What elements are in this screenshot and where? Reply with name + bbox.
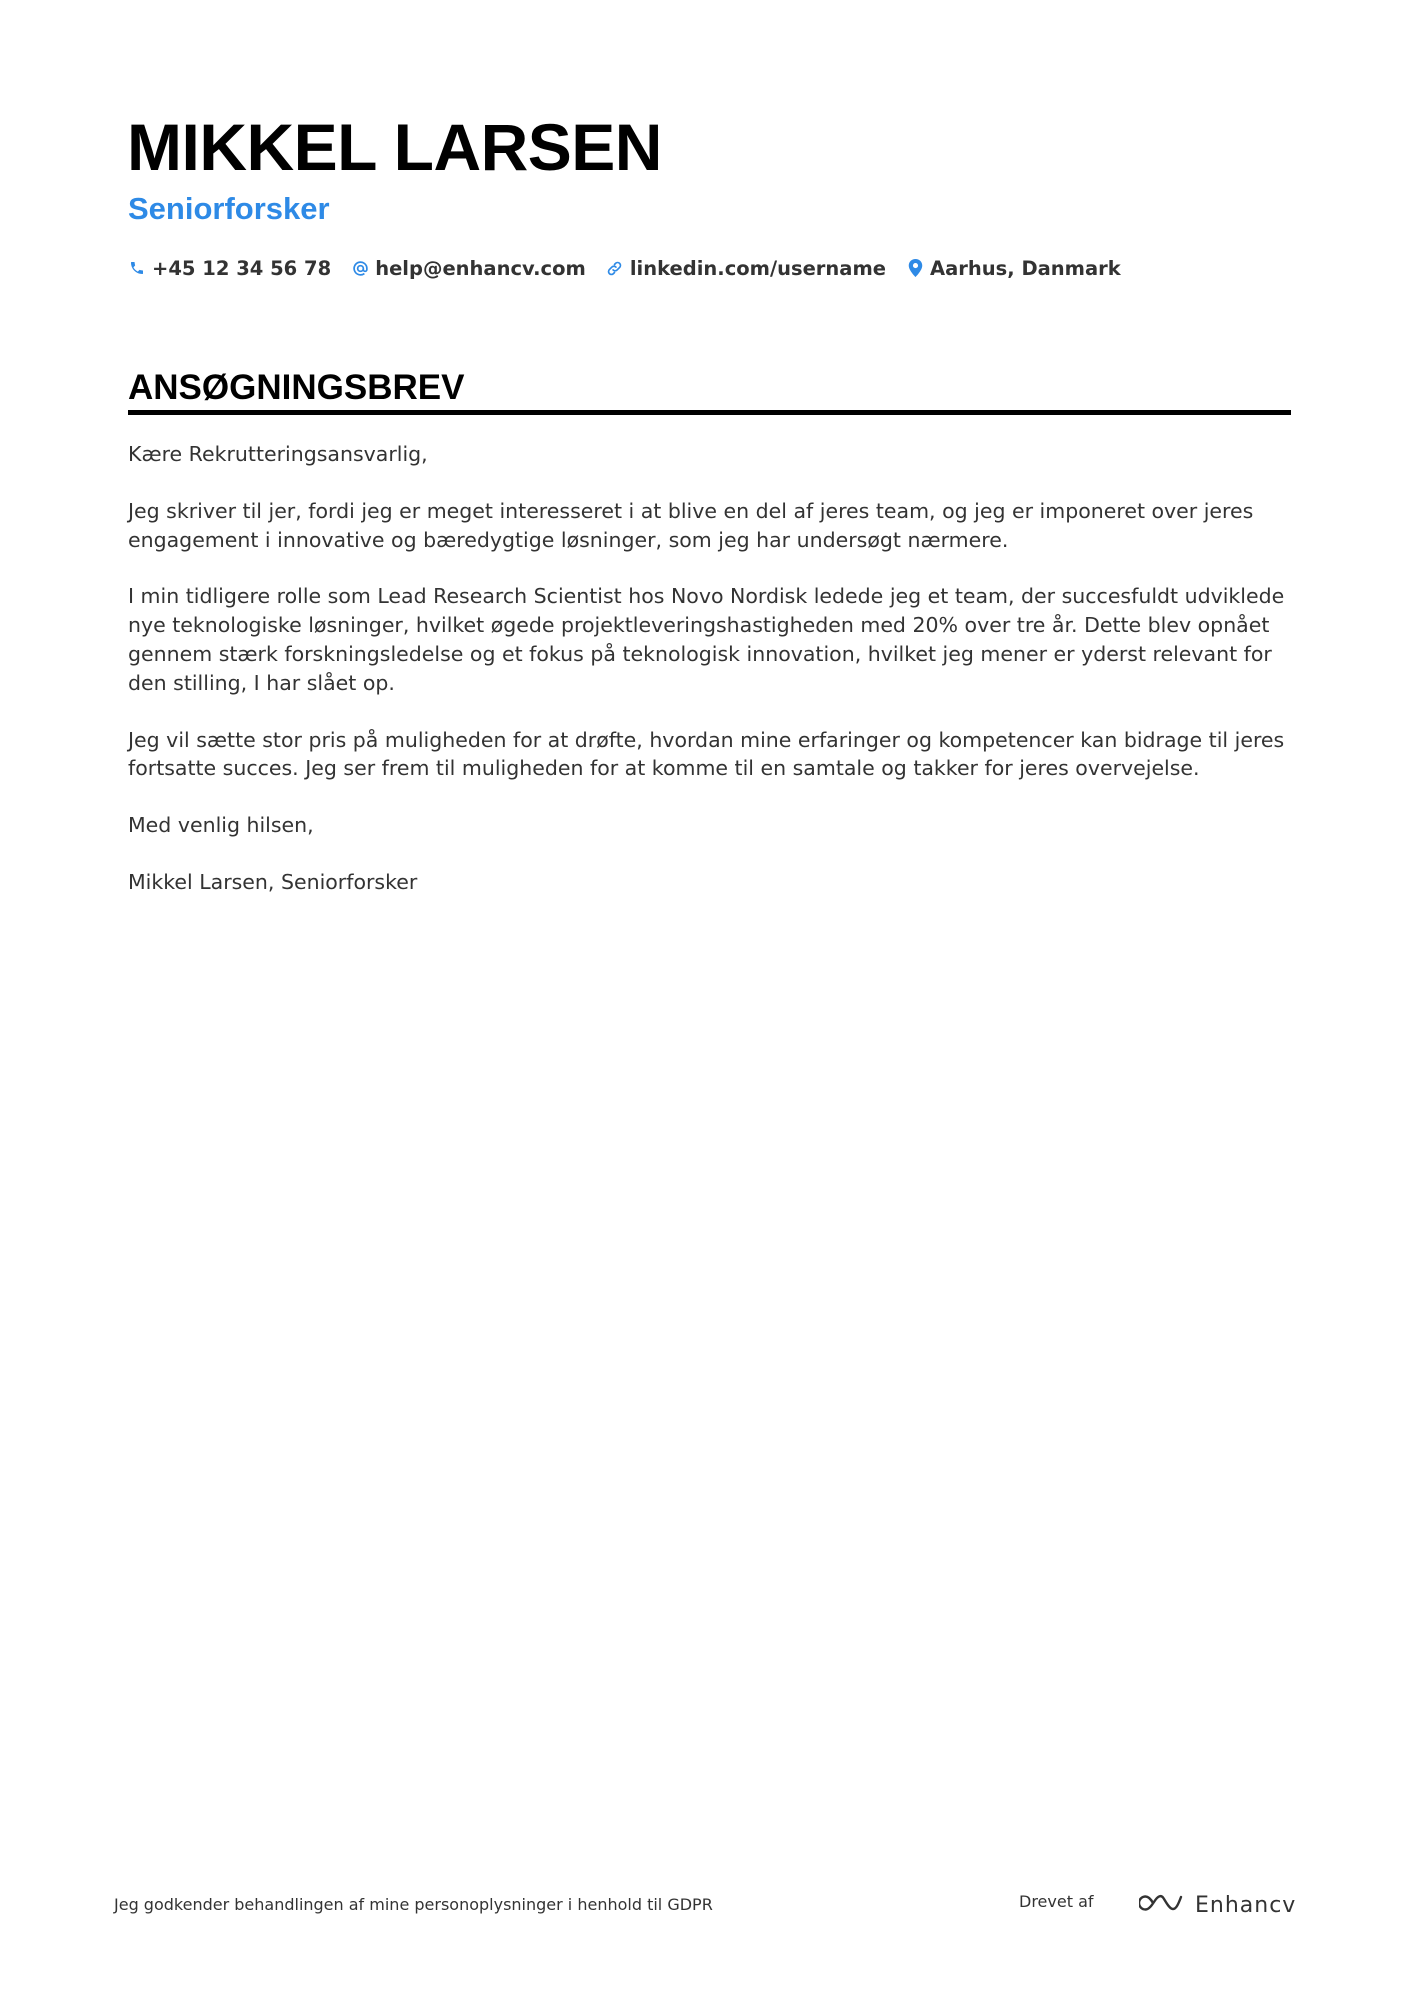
phone-icon xyxy=(128,259,146,277)
brand-link[interactable] xyxy=(1139,1890,1296,1920)
linkedin-url: linkedin.com/username xyxy=(629,256,887,280)
location-text: Aarhus, Danmark xyxy=(930,256,1121,280)
contact-linkedin xyxy=(606,257,886,280)
letter-paragraph: Jeg skriver til jer, fordi jeg er meget interesseret i at blive en del af jeres team, og jeg er imponeret over jeres engagement i innovative og bæredygtige løsninger, som jeg har undersøgt nærmere. xyxy=(128,498,1254,552)
powered-by-label: Drevet af xyxy=(1019,1892,1094,1911)
enhancv-logo-icon xyxy=(1139,1891,1185,1919)
gdpr-consent-text: Jeg godkender behandlingen af mine personoplysninger i henhold til GDPR xyxy=(114,1895,713,1914)
letter-body xyxy=(128,440,1291,925)
letter-closing: Med venlig hilsen, xyxy=(128,813,314,838)
letter-paragraph: I min tidligere rolle som Lead Research Scientist hos Novo Nordisk ledede jeg et team, der succesfuldt udviklede nye teknologiske løsninger, hvilket øgede projektleveringshastigheden med 20% over tre år. Dette blev opnået gennem stærk forskningsledelse og et fokus på teknologisk innovation, hvilket jeg mener er yderst relevant for den stilling, I har slået op. xyxy=(128,584,1285,695)
section-title: ANSØGNINGSBREV xyxy=(128,368,465,407)
at-sign-icon xyxy=(351,259,369,277)
applicant-name: MIKKEL LARSEN xyxy=(127,110,662,184)
location-pin-icon xyxy=(906,259,924,277)
phone-number: +45 12 34 56 78 xyxy=(152,256,332,280)
contact-bar xyxy=(128,253,1141,283)
section-divider xyxy=(128,410,1291,415)
letter-signature: Mikkel Larsen, Seniorforsker xyxy=(128,869,418,894)
letter-salutation: Kære Rekrutteringsansvarlig, xyxy=(128,442,428,466)
applicant-role: Seniorforsker xyxy=(128,191,330,226)
letter-paragraph: Jeg vil sætte stor pris på muligheden for at drøfte, hvordan mine erfaringer og kompetencer kan bidrage til jeres fortsatte succes. Jeg ser frem til muligheden for at komme til en samtale og takker for jeres overvejelse. xyxy=(128,727,1285,781)
link-icon xyxy=(606,259,624,277)
contact-location xyxy=(906,257,1121,280)
contact-phone xyxy=(128,257,331,280)
contact-email xyxy=(351,257,586,280)
brand-name: Enhancv xyxy=(1195,1892,1297,1918)
email-address: help@enhancv.com xyxy=(375,256,586,280)
